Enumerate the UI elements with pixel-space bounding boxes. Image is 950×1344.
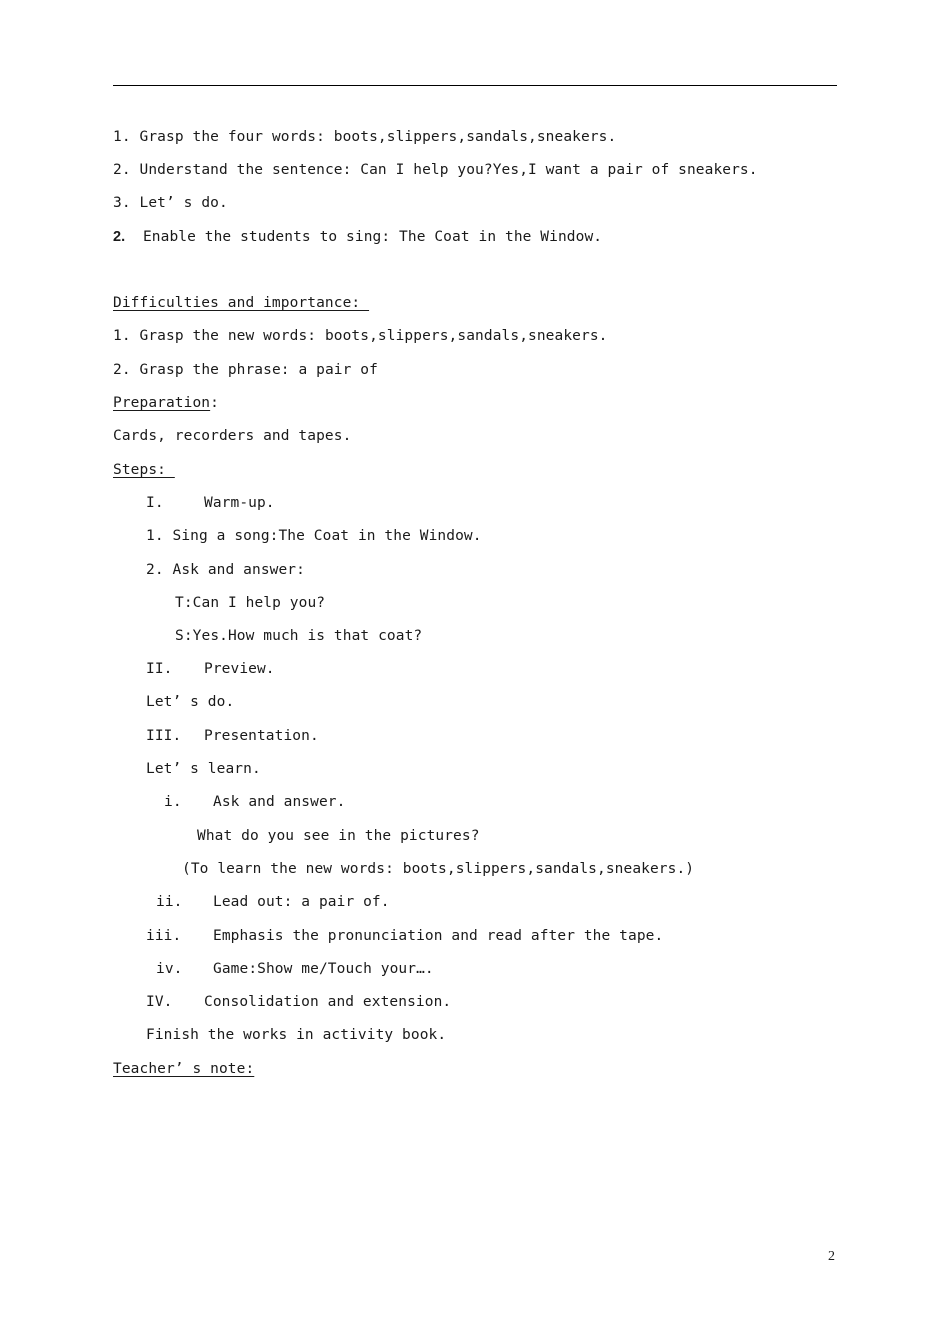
warmup-item-2 [146,561,305,579]
difficulty-2-num: 2. [113,362,131,378]
step-presentation-text: Let’ s learn. [146,761,261,777]
step-preview-title: Preview. [204,661,275,677]
objective-2-text: Understand the sentence: Can I help you?Yes,I want a pair of sneakers. [139,162,758,178]
page-number: 2 [828,1249,835,1264]
objective-3-text: Let’ s do. [139,195,228,211]
presentation-item-4-text: Game:Show me/Touch your…. [213,961,434,977]
difficulty-2 [113,361,378,379]
presentation-item-2-text: Lead out: a pair of. [213,894,390,910]
presentation-question: What do you see in the pictures? [197,828,480,844]
preparation-heading: Preparation [113,395,211,411]
step-consolidation-num: IV. [146,994,173,1010]
difficulty-1-text: Grasp the new words: boots,slippers,sandals,sneakers. [139,328,608,344]
step-warmup-title: Warm-up. [204,495,275,511]
teachers-note-heading: Teacher’ s note: [113,1061,255,1077]
objective-2-num: 2. [113,162,131,178]
dialogue-line-2: S:Yes.How much is that coat? [175,628,423,644]
warmup-item-2-text: Ask and answer: [172,562,305,578]
header-rule [113,85,837,86]
preparation-colon: : [210,395,219,411]
objective-4-text: Enable the students to sing: The Coat in the Window. [142,229,603,245]
presentation-item-3-text: Emphasis the pronunciation and read after the tape. [213,928,664,944]
difficulty-2-text: Grasp the phrase: a pair of [139,362,378,378]
objective-1-num: 1. [113,129,131,145]
step-presentation-num: III. [146,728,182,744]
step-preview-num: II. [146,661,173,677]
presentation-item-1-num: i. [164,794,182,810]
warmup-item-2-num: 2. [146,562,164,578]
steps-heading: Steps: [113,462,175,478]
step-consolidation-text: Finish the works in activity book. [146,1027,447,1043]
step-warmup-num: I. [146,495,164,511]
objective-1 [113,128,616,146]
presentation-item-1-text: Ask and answer. [213,794,346,810]
objective-4 [113,228,602,246]
presentation-item-3-num: iii. [146,928,182,944]
dialogue-line-1: T:Can I help you? [175,595,326,611]
objective-2 [113,161,758,179]
step-preview-text: Let’ s do. [146,694,235,710]
preparation-heading-line [113,394,219,412]
warmup-item-1-text: Sing a song:The Coat in the Window. [172,528,482,544]
objective-3 [113,194,228,212]
presentation-note: (To learn the new words: boots,slippers,sandals,sneakers.) [182,861,695,877]
objective-1-text: Grasp the four words: boots,slippers,sandals,sneakers. [139,129,617,145]
difficulty-1 [113,327,608,345]
presentation-item-4-num: iv. [156,961,183,977]
objective-3-num: 3. [113,195,131,211]
preparation-text: Cards, recorders and tapes. [113,428,352,444]
difficulty-1-num: 1. [113,328,131,344]
warmup-item-1-num: 1. [146,528,164,544]
step-consolidation-title: Consolidation and extension. [204,994,452,1010]
difficulties-heading: Difficulties and importance: [113,295,370,311]
warmup-item-1 [146,527,482,545]
presentation-item-2-num: ii. [156,894,183,910]
objective-4-num: 2. [113,229,126,245]
step-presentation-title: Presentation. [204,728,319,744]
